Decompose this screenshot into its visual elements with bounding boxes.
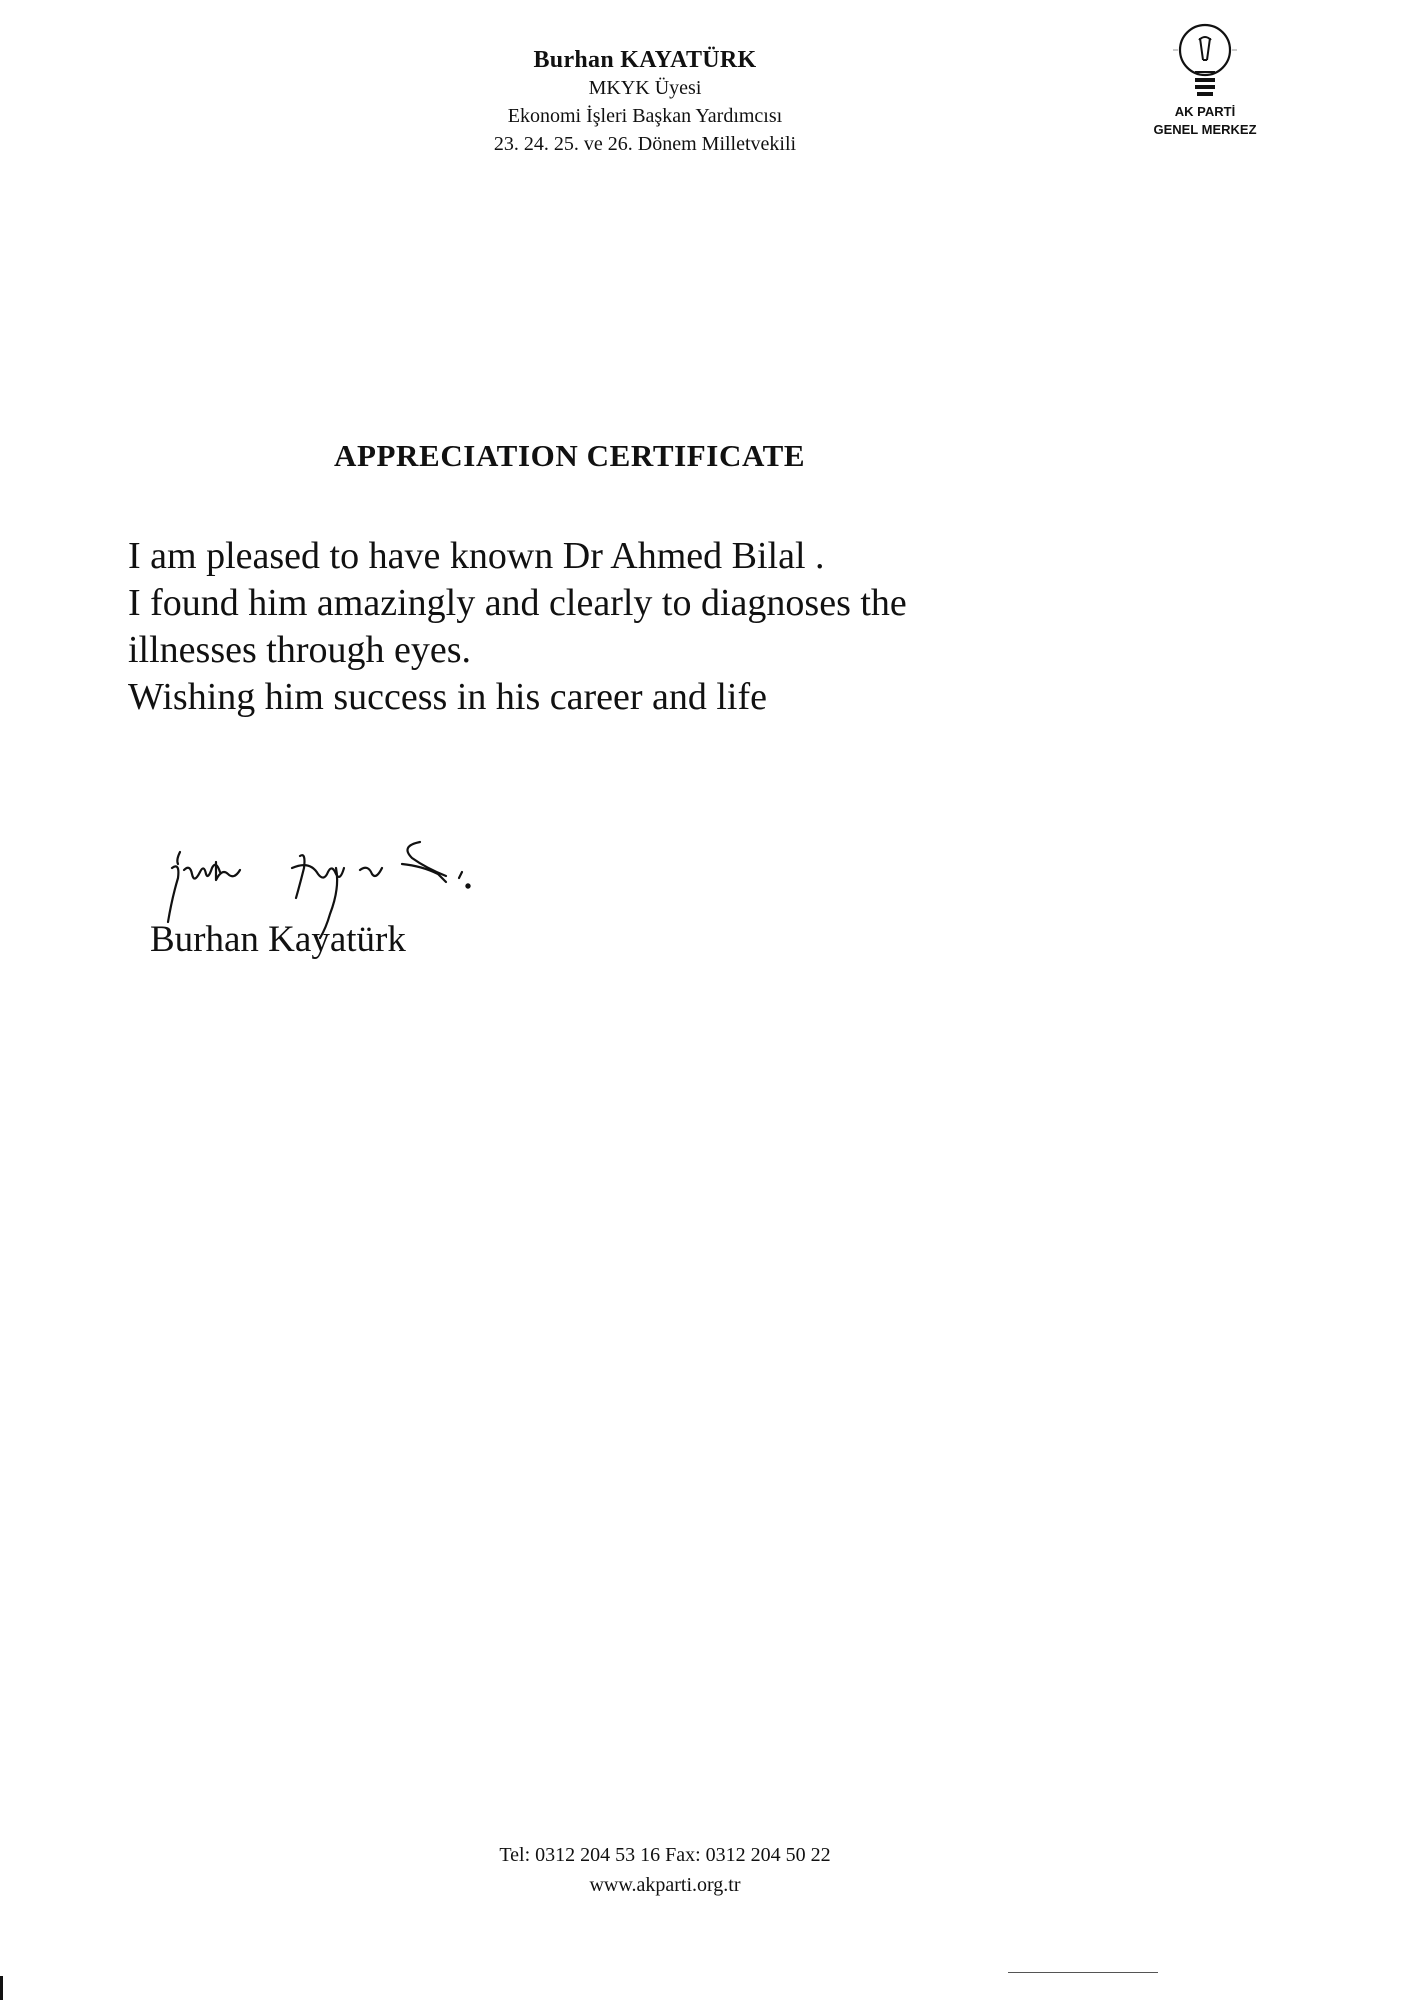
letter-line: Wishing him success in his career and life — [128, 676, 768, 718]
letter-body — [128, 533, 1128, 721]
lightbulb-icon — [1173, 20, 1237, 102]
scan-edge-mark — [0, 1976, 3, 2000]
sender-name: Burhan KAYATÜRK — [533, 47, 757, 73]
footer-contact: Tel: 0312 204 53 16 Fax: 0312 204 50 22 — [499, 1844, 831, 1866]
party-office: GENEL MERKEZ — [1153, 122, 1257, 137]
certificate-title: APPRECIATION CERTIFICATE — [334, 438, 806, 473]
party-name: AK PARTİ — [1174, 104, 1236, 119]
signer-name: Burhan Kayatürk — [150, 919, 406, 960]
letter-line: I found him amazingly and clearly to diagnoses the — [128, 582, 907, 624]
letter-line: illnesses through eyes. — [128, 629, 472, 671]
footer-website: www.akparti.org.tr — [589, 1874, 741, 1896]
party-logo — [1140, 20, 1270, 138]
sender-position: Ekonomi İşleri Başkan Yardımcısı — [507, 105, 783, 127]
footer — [440, 1840, 890, 1900]
letterhead — [430, 46, 860, 158]
sender-role: MKYK Üyesi — [588, 77, 702, 99]
letter-line: I am pleased to have known Dr Ahmed Bilal . — [128, 535, 825, 577]
sender-terms: 23. 24. 25. ve 26. Dönem Milletvekili — [493, 133, 797, 155]
scan-line — [1008, 1972, 1158, 1973]
